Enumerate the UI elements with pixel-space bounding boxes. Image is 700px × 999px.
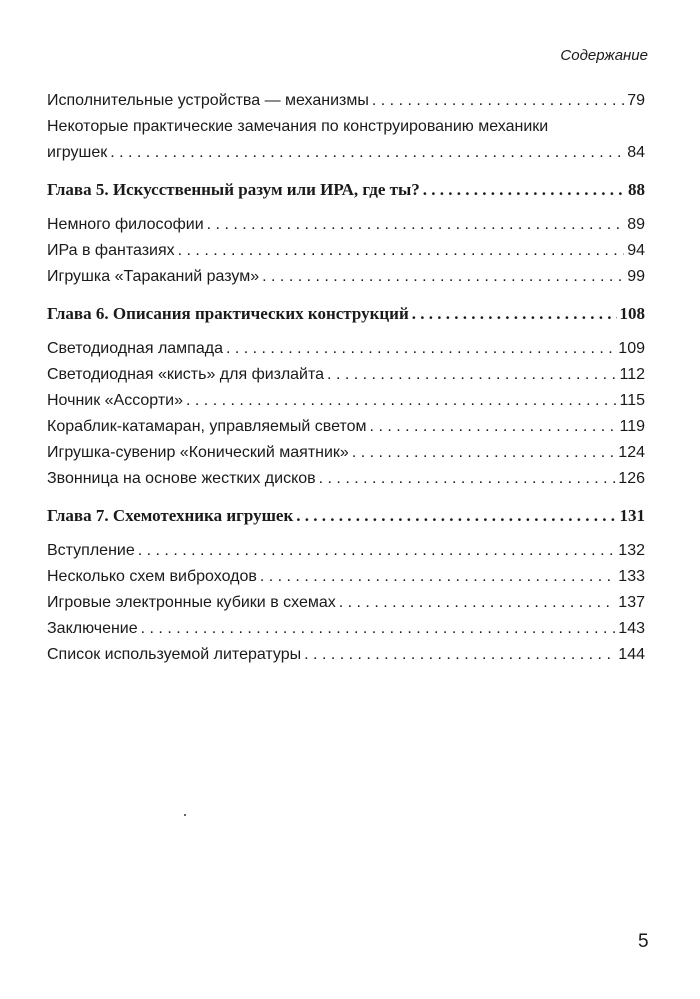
toc-entry-page: 99: [627, 268, 645, 285]
toc-leader-dots: [304, 642, 615, 668]
toc-chapter-title: Глава 7. Схемотехника игрушек: [47, 506, 294, 525]
toc-entry-title: Список используемой литературы: [47, 646, 302, 663]
toc-entry-page: 144: [618, 646, 645, 663]
toc-entry-title: Заключение: [47, 620, 138, 637]
toc-entry-title: Игрушка «Тараканий разум»: [47, 268, 260, 285]
toc-entry: [47, 414, 645, 440]
toc-entry-title: Игровые электронные кубики в схемах: [47, 594, 336, 611]
toc-entry-title: Вступление: [47, 542, 135, 559]
toc-chapter: [47, 176, 645, 204]
toc-entry-title: Ночник «Ассорти»: [47, 392, 184, 409]
toc-entry: [47, 616, 645, 642]
toc-entry: [47, 336, 645, 362]
toc-entry: [47, 538, 645, 564]
toc-chapter-page: 108: [619, 304, 645, 323]
toc-entry: [47, 388, 645, 414]
toc-entry-page: 119: [619, 418, 645, 435]
toc-leader-dots: [296, 502, 616, 530]
toc-entry-page: 124: [618, 444, 645, 461]
toc-entry: [47, 88, 645, 114]
toc-entry: [47, 466, 645, 492]
toc-entry-page: 112: [619, 366, 645, 383]
toc-chapter: [47, 300, 645, 328]
toc-leader-dots: [138, 538, 616, 564]
toc-entry-title: Исполнительные устройства — механизмы: [47, 92, 369, 109]
toc-entry: [47, 590, 645, 616]
toc-entry-title: Кораблик-катамаран, управляемый светом: [47, 418, 367, 435]
toc-entry-title: Немного философии: [47, 216, 204, 233]
page-number: 5: [638, 931, 649, 952]
toc-leader-dots: [178, 238, 625, 264]
toc-entry-page: 109: [618, 340, 645, 357]
toc-chapter: [47, 502, 645, 530]
toc-entry-page: 94: [627, 242, 645, 259]
toc-leader-dots: [370, 414, 617, 440]
toc-entry-page: 84: [627, 144, 645, 161]
toc-chapter-title: Глава 5. Искусственный разум или ИРА, где ты?: [47, 180, 420, 199]
toc-entry-page: 137: [618, 594, 645, 611]
toc-leader-dots: [226, 336, 615, 362]
toc-leader-dots: [352, 440, 615, 466]
toc-entry-page: 126: [618, 470, 645, 487]
toc-leader-dots: [372, 88, 624, 114]
toc-entry-page: 143: [618, 620, 645, 637]
toc-entry-page: 79: [627, 92, 645, 109]
toc-leader-dots: [110, 140, 624, 166]
toc-entry-page: 133: [618, 568, 645, 585]
toc-leader-dots: [327, 362, 616, 388]
toc-entry-title: Светодиодная лампада: [47, 340, 223, 357]
toc-entry-page: 89: [627, 216, 645, 233]
table-of-contents: [47, 88, 645, 668]
toc-entry: [47, 362, 645, 388]
toc-entry: [47, 264, 645, 290]
toc-leader-dots: [423, 176, 625, 204]
toc-entry: [47, 642, 645, 668]
toc-leader-dots: [319, 466, 616, 492]
toc-leader-dots: [260, 564, 615, 590]
toc-leader-dots: [262, 264, 624, 290]
toc-entry: [47, 564, 645, 590]
toc-entry-title: Звонница на основе жестких дисков: [47, 470, 316, 487]
toc-leader-dots: [141, 616, 616, 642]
toc-entry-title: Несколько схем виброходов: [47, 568, 257, 585]
toc-entry: [47, 440, 645, 466]
toc-entry-title-continued: игрушек: [47, 144, 108, 161]
toc-entry-title: Игрушка-сувенир «Конический маятник»: [47, 444, 349, 461]
toc-entry: [47, 212, 645, 238]
toc-entry-title: Светодиодная «кисть» для физлайта: [47, 366, 325, 383]
toc-leader-dots: [339, 590, 616, 616]
toc-entry: [47, 114, 645, 166]
toc-leader-dots: [207, 212, 625, 238]
toc-chapter-page: 131: [619, 506, 645, 525]
toc-entry-page: 132: [618, 542, 645, 559]
running-head: Содержание: [560, 47, 648, 64]
toc-entry-title: Некоторые практические замечания по конструированию механики: [47, 118, 549, 135]
toc-leader-dots: [412, 300, 617, 328]
toc-chapter-page: 88: [628, 180, 645, 199]
toc-chapter-title: Глава 6. Описания практических конструкций: [47, 304, 409, 323]
scan-artifact-dot: [184, 814, 186, 816]
toc-entry-page: 115: [619, 392, 645, 409]
toc-leader-dots: [186, 388, 616, 414]
toc-entry-title: ИРа в фантазиях: [47, 242, 175, 259]
toc-entry: [47, 238, 645, 264]
